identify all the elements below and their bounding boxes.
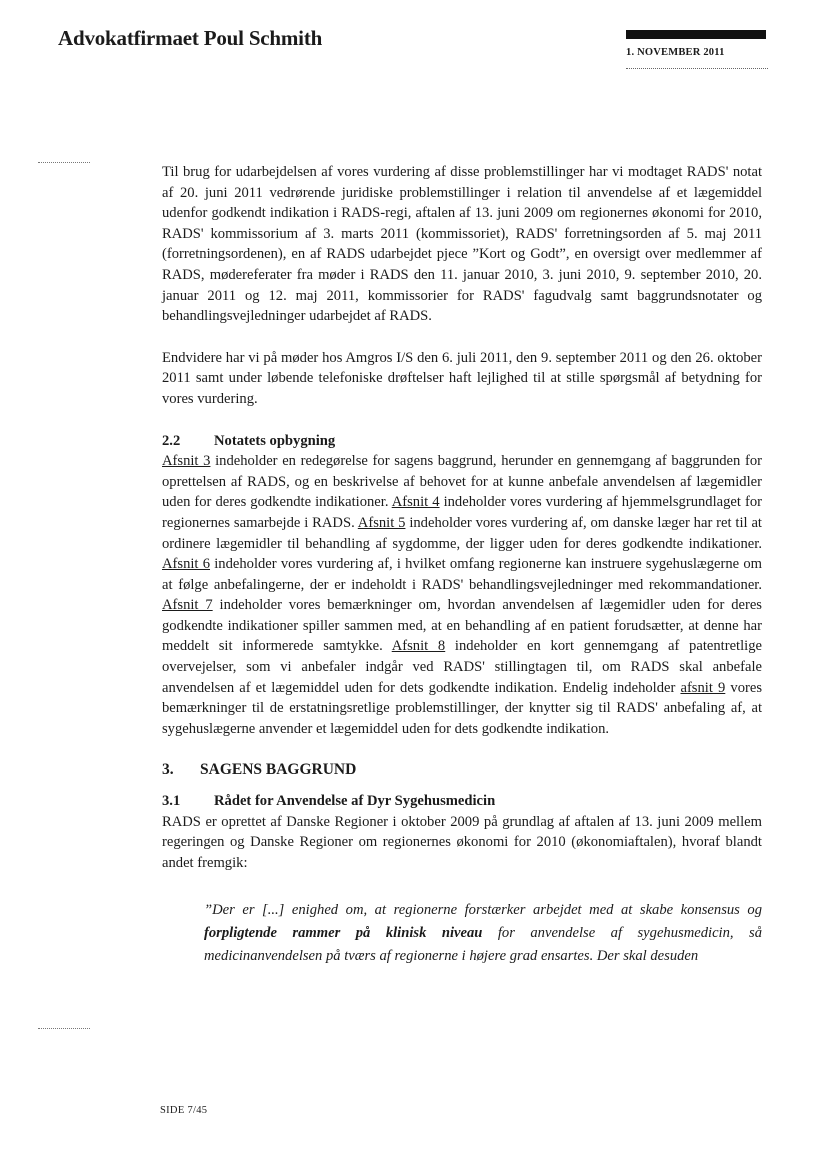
link-afsnit-9[interactable]: afsnit 9	[680, 679, 726, 696]
section-title: SAGENS BAGGRUND	[200, 761, 357, 779]
page-number: SIDE 7/45	[160, 1105, 208, 1116]
link-afsnit-7[interactable]: Afsnit 7	[162, 597, 213, 614]
margin-mark-bottom	[38, 1028, 90, 1029]
section-number: 3.	[162, 761, 174, 779]
link-afsnit-3[interactable]: Afsnit 3	[162, 453, 211, 470]
link-afsnit-6[interactable]: Afsnit 6	[162, 556, 211, 573]
section-number: 2.2	[162, 432, 181, 449]
section-3-1-heading	[162, 791, 762, 812]
header-date: 1. NOVEMBER 2011	[626, 47, 725, 58]
section-number: 3.1	[162, 793, 181, 810]
section-3-1-body: RADS er oprettet af Danske Regioner i oktober 2009 på grundlag af aftalen af 13. juni 2009 mellem regeringen og Danske Regioner om regionernes økonomi for 2010 (økonomiaftalen), hvoraf blandt andet fremgik:	[162, 813, 762, 871]
link-afsnit-8[interactable]: Afsnit 8	[391, 638, 446, 655]
section-2-2-body: Afsnit 3 indeholder en redegørelse for sagens baggrund, herunder en gennemgang af baggrunden for oprettelsen af RADS, og en beskrivelse af behovet for at kunne anbefale anvendelsen af lægemidler uden for deres godkendte indikationer. Afsnit 4 indeholder vores vurdering af hjemmelsgrundlaget for regionernes samarbejde i RADS. Afsnit 5 indeholder vores vurdering af, om danske læger har ret til at ordinere lægemidler til behandling af sygdomme, der ligger uden for deres godkendte indikationer. Afsnit 6 indeholder vores vurdering af, i hvilket omfang regionerne kan instruere sygehuslægerne om at følge anbefalingerne, der er indeholdt i RADS' behandlingsvejledninger med rekommandationer. Afsnit 7 indeholder vores bemærkninger om, hvordan anvendelsen af lægemidler uden for deres godkendte indikationer spiller sammen med, at en behandling af en patient forudsætter, at denne har meddelt sit informerede samtykke. Afsnit 8 indeholder en kort gennemgang af patentretlige overvejelser, som vi anbefaler indgår ved RADS' stillingtagen til, om RADS skal anbefale anvendelsen af et lægemiddel uden for dets godkendte indikation. Endelig indeholder afsnit 9 vores bemærkninger til de erstatningsretlige problemstillinger, der knytter sig til RADS' anbefaling af, at sygehuslægerne anvender et lægemiddel uden for dets godkendte indikation.	[162, 453, 763, 737]
link-afsnit-4[interactable]: Afsnit 4	[391, 494, 440, 511]
quote-block: ”Der er [...] enighed om, at regionerne forstærker arbejdet med at skabe konsensus og forpligtende rammer på klinisk niveau for anvendelse af sygehusmedicin, så medicinanvendelsen på tværs af regionerne i højere grad ensartes. Der skal desuden	[204, 902, 763, 965]
link-afsnit-5[interactable]: Afsnit 5	[357, 514, 406, 531]
section-3-heading	[162, 760, 762, 781]
section-2-2-heading	[162, 431, 762, 452]
document-body	[162, 162, 762, 968]
margin-mark-top	[38, 162, 90, 163]
section-title: Notatets opbygning	[214, 432, 336, 449]
header-dotted-rule	[626, 68, 768, 69]
firm-name: Advokatfirmaet Poul Schmith	[58, 26, 323, 50]
quote-emphasis: forpligtende rammer på klinisk niveau	[204, 925, 483, 942]
section-title: Rådet for Anvendelse af Dyr Sygehusmedicin	[214, 793, 496, 810]
paragraph-received-documents: Til brug for udarbejdelsen af vores vurdering af disse problemstillinger har vi modtaget RADS' notat af 20. juni 2011 vedrørende juridiske problemstillinger i relation til anvendelse af et lægemiddel udenfor godkendt indikation i RADS-regi, aftalen af 13. juni 2009 om regionernes økonomi for 2010, RADS' kommissorium af 3. marts 2011 (kommissoriet), RADS' forretningsorden af 5. maj 2011 (forretningsordenen), en af RADS udarbejdet pjece ”Kort og Godt”, en oversigt over medlemmer af RADS, mødereferater fra møder i RADS den 11. januar 2010, 3. juni 2010, 9. september 2010, 20. januar 2011 og 12. maj 2011, kommissorier for RADS' fagudvalg samt baggrundsnotater og behandlingsvejledninger udarbejdet af RADS.	[162, 164, 762, 325]
header-bar	[626, 30, 766, 39]
paragraph-meetings: Endvidere har vi på møder hos Amgros I/S den 6. juli 2011, den 9. september 2011 og den 26. oktober 2011 samt under løbende telefoniske drøftelser haft lejlighed til at stille spørgsmål af betydning for vores vurdering.	[162, 349, 762, 407]
